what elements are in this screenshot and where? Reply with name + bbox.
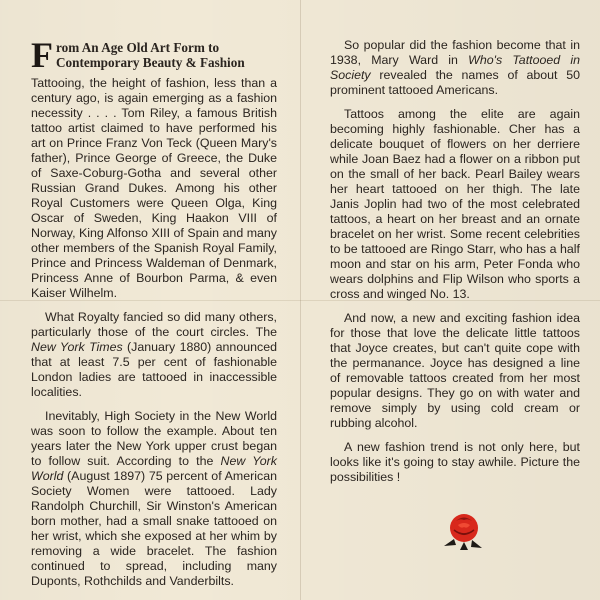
right-paragraph-1: So popular did the fashion become that in 1938, Mary Ward in Who's Tattooed in Society revealed the names of about 50 prominent tattooed Americans. <box>330 38 580 97</box>
right-paragraph-4: A new fashion trend is not only here, but looks like it's going to stay awhile. Picture the possibilities ! <box>330 440 580 484</box>
publication-name: New York World <box>31 454 277 483</box>
right-paragraph-2: Tattoos among the elite are again becoming highly fashionable. Cher has a delicate bouquet of flowers on her derriere while Joan Baez had a flower on a ribbon put on the small of her back. Pearl Bailey wears her heart tattooed on her thigh. The late Janis Joplin had two of the most celebrated tattoos, a heart on her breast and an ornate bracelet on her wrist. Some recent celebrities to be tattooed are Ringo Starr, who has a half moon and star on his arm, Peter Fonda who wears dolphins and Flip Wilson who sports a cross and winged No. 13. <box>330 107 580 301</box>
left-column <box>31 32 277 598</box>
publication-name: Who's Tattooed in Society <box>330 53 580 82</box>
rose-icon <box>438 506 490 556</box>
left-paragraph-2: What Royalty fancied so did many others, particularly those of the court circles. The New York Times (January 1880) announced that at least 7.5 per cent of fashionable London ladies are tattooed in inaccessible localities. <box>31 310 277 399</box>
left-paragraph-1: Tattooing, the height of fashion, less than a century ago, is again emerging as a fashion necessity . . . . Tom Riley, a famous British tattoo artist claimed to have performed his art on Prince Franz Von Teck (Queen Mary's father), Prince George of Greece, the Duke of Saxe-Coburg-Gotha and several other Russian Grand Dukes. Among his other Royal Customers were Queen Olga, King Oscar of Sweden, King Haakon VIII of Norway, King Alfonso XIII of Spain and many other members of the Spanish Royal Family, Prince and Princess Waldeman of Denmark, Princess Anne of Bourbon Parma, & even Kaiser Wilhelm. <box>31 76 277 300</box>
article-title-text: rom An Age Old Art Form to Contemporary Beauty & Fashion <box>56 40 245 70</box>
left-paragraph-3: Inevitably, High Society in the New World was soon to follow the example. About ten years later the New York upper crust began to follow suit. According to the New York World (August 1897) 75 percent of American Society Women were tattooed. Lady Randolph Churchill, Sir Winston's American born mother, had a small snake tattooed on her wrist, which she exposed at her whim by removing a wide bracelet. The fashion continued to spread, including many Duponts, Rothchilds and Vanderbilts. <box>31 409 277 588</box>
right-column <box>330 38 580 494</box>
article-title <box>31 35 277 75</box>
drop-cap: F <box>31 35 53 75</box>
publication-name: New York Times <box>31 340 123 354</box>
right-paragraph-3: And now, a new and exciting fashion idea for those that love the delicate little tattoos that Joyce creates, but can't quite cope with the permanance. Joyce has designed a line of removable tattoos created from her most popular designs. They go on with water and remove simply by using cold cream or rubbing alcohol. <box>330 311 580 430</box>
